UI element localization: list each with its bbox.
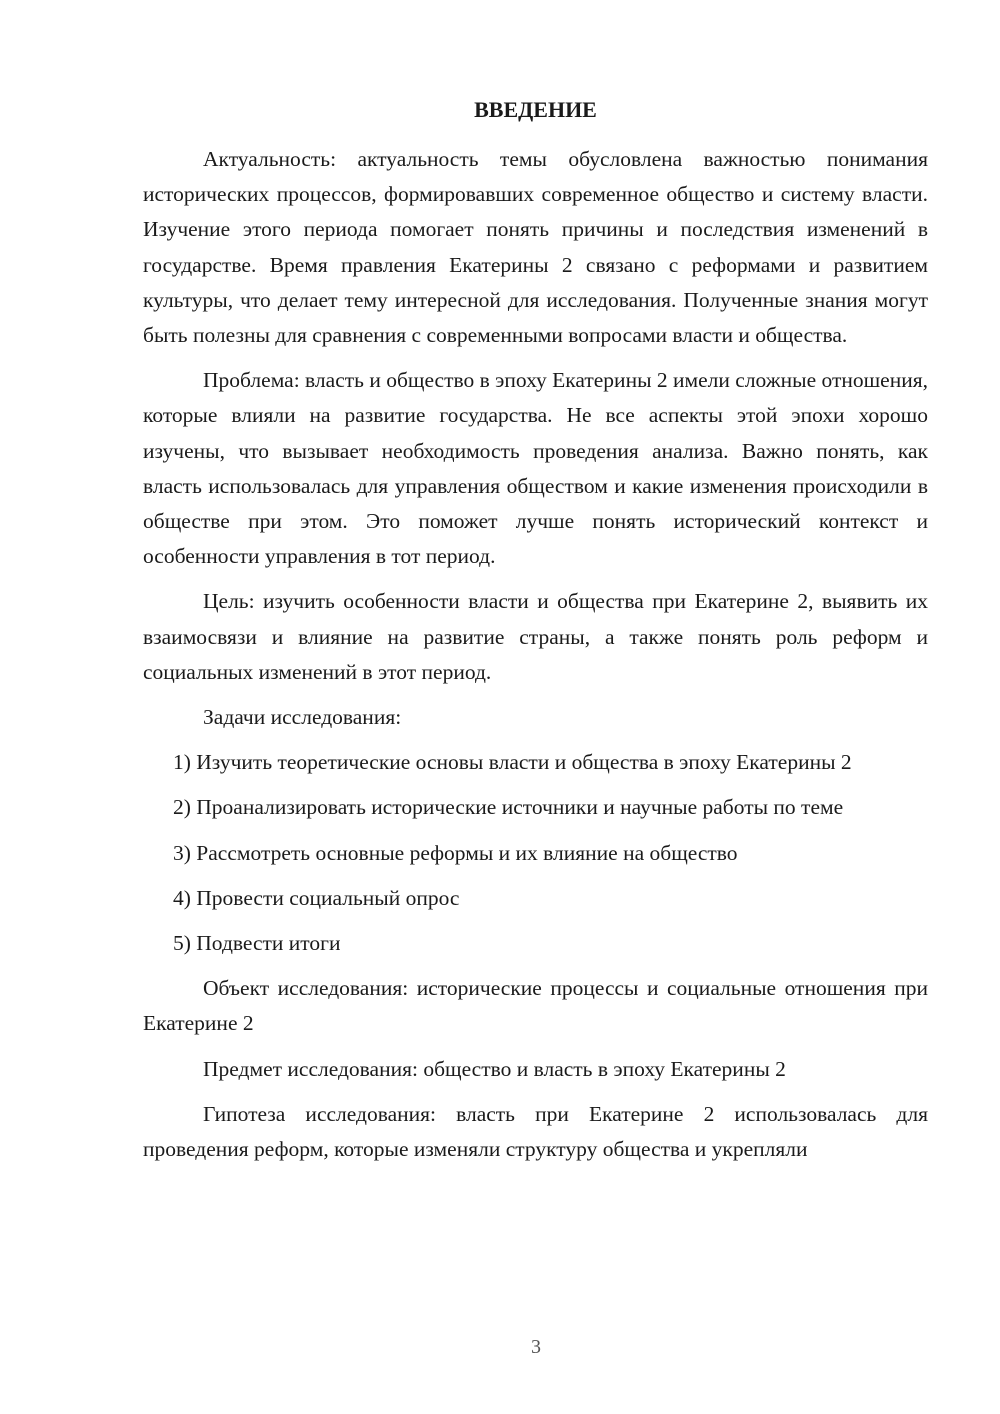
paragraph-subject: Предмет исследования: общество и власть в эпоху Екатерины 2 [203,1056,786,1081]
document-body [143,142,928,1177]
task-item-2: 2) Проанализировать исторические источники и научные работы по теме [173,795,844,820]
paragraph-relevance: Актуальность: актуальность темы обусловлена важностью понимания исторических процессов, формировавших современное общество и систему власти. Изучение этого периода помогает понять причины и последствия изменений в государстве. Время правления Екатерины 2 связано с реформами и развитием культуры, что делает тему интересной для исследования. Полученные знания могут быть полезны для сравнения с современными вопросами власти и общества. [143,147,928,348]
paragraph-goal: Цель: изучить особенности власти и общества при Екатерине 2, выявить их взаимосвязи и влияние на развитие страны, а также понять роль реформ и социальных изменений в этот период. [143,589,928,684]
paragraph-hypothesis: Гипотеза исследования: власть при Екатерине 2 использовалась для проведения реформ, которые изменяли структуру общества и укрепляли [143,1101,928,1162]
paragraph-problem: Проблема: власть и общество в эпоху Екатерины 2 имели сложные отношения, которые влияли на развитие государства. Не все аспекты этой эпохи хорошо изучены, что вызывает необходимость проведения анализа. Важно понять, как власть использовалась для управления обществом и какие изменения происходили в обществе при этом. Это поможет лучше понять исторический контекст и особенности управления в тот период. [143,368,928,569]
page-number: 3 [531,1336,541,1358]
task-item-3: 3) Рассмотреть основные реформы и их влияние на общество [173,840,738,865]
task-item-5: 5) Подвести итоги [173,931,341,956]
page-title: ВВЕДЕНИЕ [474,97,597,122]
paragraph-object: Объект исследования: исторические процессы и социальные отношения при Екатерине 2 [143,976,928,1036]
task-item-1: 1) Изучить теоретические основы власти и общества в эпоху Екатерины 2 [173,750,852,775]
paragraph-tasks-heading: Задачи исследования: [203,705,402,730]
task-item-4: 4) Провести социальный опрос [173,885,460,910]
